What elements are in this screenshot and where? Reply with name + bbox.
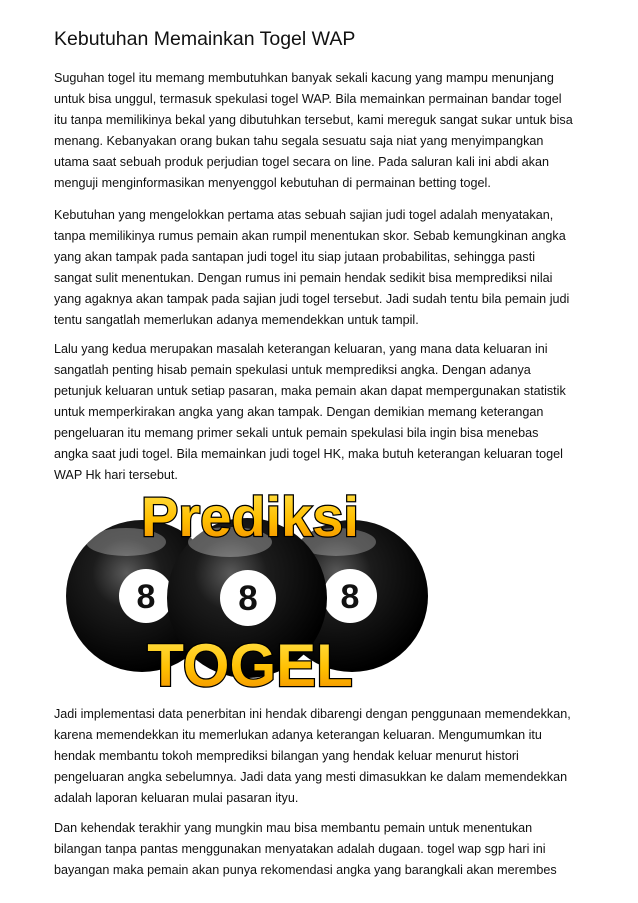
text-line: untuk memperkirakan angka yang akan tampak. Dengan demikian memang keterangan [54, 405, 544, 419]
text-line: sangatlah penting hisab pemain spekulasi untuk memprediksi angka. Dengan adanya [54, 363, 531, 377]
text-line: pengeluaran itu memang primer sekali untuk pemain spekulasi bila ingin bisa menebas [54, 426, 539, 440]
text-line: WAP Hk hari tersebut. [54, 468, 178, 482]
text-line: sangat sulit menentukan. Dengan rumus ini pemain hendak sedikit bisa memprediksi nilai [54, 271, 553, 285]
text-line: hendak membantu tokoh memprediksi bilangan yang hendak keluar menurut histori [54, 749, 519, 763]
text-line: utama saat sebuah produk perjudian togel secara on line. Pada saluran kali ini abdi akan [54, 155, 549, 169]
paragraph-5 [54, 818, 594, 881]
text-line: adalah laporan keluaran mulai pasaran ityu. [54, 791, 299, 805]
text-line: Suguhan togel itu memang membutuhkan banyak sekali kacung yang mampu menunjang [54, 71, 554, 85]
prediksi-togel-banner [54, 476, 446, 696]
paragraph-4 [54, 704, 594, 809]
text-line: itu tanpa memilikinya bekal yang dibutuhkan tersebut, kami mereguk sangat sukar untuk bisa [54, 113, 573, 127]
paragraph-1 [54, 68, 594, 194]
text-line: bilangan tanpa pantas menggunakan menyatakan adalah dugaan. togel wap sgp hari ini [54, 842, 546, 856]
ball-number: 8 [340, 578, 360, 616]
text-line: angka saat judi togel. Bila memainkan judi togel HK, maka butuh keterangan keluaran togel [54, 447, 563, 461]
ball-number: 8 [238, 579, 258, 618]
ball-number: 8 [136, 578, 156, 616]
text-line: Lalu yang kedua merupakan masalah keterangan keluaran, yang mana data keluaran ini [54, 342, 548, 356]
text-line: yang akan tampak pada santapan judi togel itu siap jutaan probabilitas, sehingga pasti [54, 250, 535, 264]
text-line: menguji menginformasikan menyenggol kebutuhan di permainan betting togel. [54, 176, 491, 190]
paragraph-2 [54, 205, 594, 331]
text-line: karena memendekkan itu memerlukan adanya keterangan keluaran. Mengumumkan itu [54, 728, 542, 742]
paragraph-3 [54, 339, 594, 486]
text-line: Dan kehendak terakhir yang mungkin mau bisa membantu pemain untuk menentukan [54, 821, 533, 835]
text-line: Jadi implementasi data penerbitan ini hendak dibarengi dengan penggunaan memendekkan, [54, 707, 571, 721]
text-line: tanpa memilikinya rumus pemain akan rumpil menentukan skor. Sebab kemungkinan angka [54, 229, 566, 243]
text-line: yang agaknya akan tampak pada sajian judi togel tersebut. Jadi sudah tentu bila pemain judi [54, 292, 570, 306]
text-line: menang. Kebanyakan orang bukan tahu segala sesuatu saja niat yang menyimpangkan [54, 134, 544, 148]
banner-bottom-word: TOGEL [147, 632, 353, 696]
text-line: bayangan maka pemain akan punya rekomendasi angka yang barangkali akan merembes [54, 863, 557, 877]
text-line: pengeluaran angka sebelumnya. Jadi data yang mesti dimasukkan ke dalam memendekkan [54, 770, 568, 784]
text-line: untuk bisa unggul, termasuk spekulasi togel WAP. Bila memainkan permainan bandar togel [54, 92, 562, 106]
text-line: petunjuk keluaran untuk setiap pasaran, maka pemain akan dapat mempergunakan statistik [54, 384, 566, 398]
text-line: tentu sangatlah memerlukan adanya memendekkan untuk tampil. [54, 313, 419, 327]
text-line: Kebutuhan yang mengelokkan pertama atas sebuah sajian judi togel adalah menyatakan, [54, 208, 554, 222]
banner-top-word: Prediksi [141, 485, 359, 548]
page-title: Kebutuhan Memainkan Togel WAP [54, 28, 356, 50]
